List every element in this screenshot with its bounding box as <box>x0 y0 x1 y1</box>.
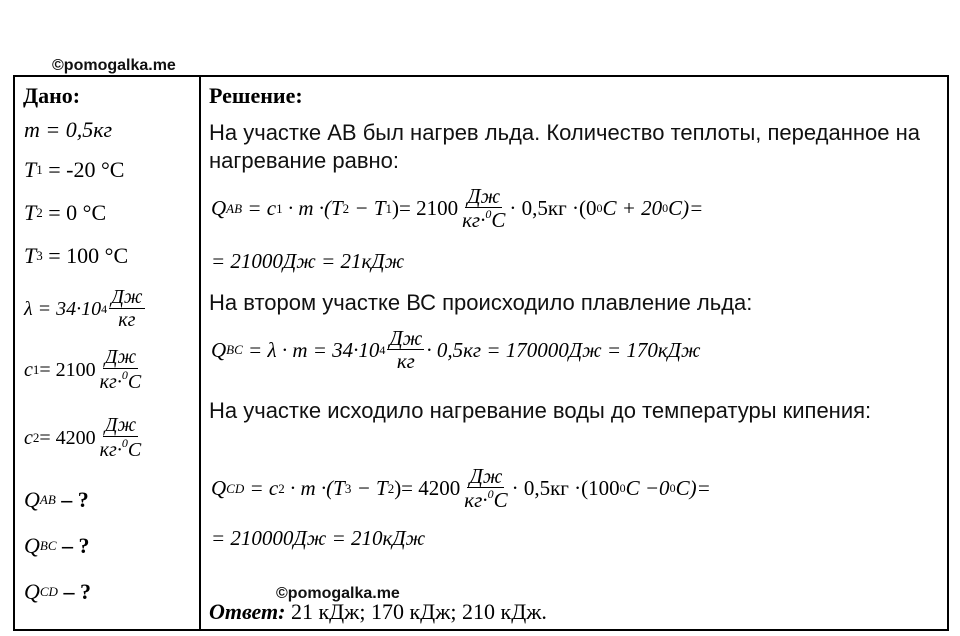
given-mass: m = 0,5кг <box>24 117 113 142</box>
answer-label: Ответ: <box>209 599 286 624</box>
solution-table <box>13 75 949 631</box>
given-t1: T 1 = -20 °C <box>24 157 125 182</box>
formula-q-cd-result: = 210000Дж = 210кДж <box>211 526 426 550</box>
given-lambda: λ = 34·10 4 $\frac{Дж}{кг}$ <box>24 286 143 331</box>
formula-q-ab-result: = 21000Дж = 21кДж <box>211 249 405 273</box>
given-c1: c 1 = 2100 $\frac{Дж}{кг\cdot^0C}$ <box>24 346 142 393</box>
given-column <box>15 77 199 629</box>
watermark-top: ©pomogalka.me <box>52 57 176 74</box>
solution-heading: Решение: <box>209 83 303 108</box>
answer-text: 21 кДж; 170 кДж; 210 кДж. <box>290 599 547 624</box>
formula-q-cd: Q CD = c 2 · m ·(T 3 − T 2 )= 4200 $\frac{Дж}{кг\cdot^0C}$ · 0,5кг ·(100 0 C −0 0 C)= <box>211 464 711 513</box>
solution-paragraph-bc: На втором участке ВС происходило плавление льда: <box>209 290 753 315</box>
given-q-ab: Q AB – ? <box>24 487 89 512</box>
watermark-bottom: ©pomogalka.me <box>276 585 400 602</box>
given-t2: T 2 = 0 °C <box>24 200 107 225</box>
formula-q-bc: Q BC = λ · m = 34·10 4 $\frac{Дж}{кг}$ · 0,5кг = 170000Дж = 170кДж <box>211 326 701 374</box>
given-c2: c 2 = 4200 $\frac{Дж}{кг\cdot^0C}$ <box>24 414 142 461</box>
solution-paragraph-cd: На участке исходило нагревание воды до температуры кипения: <box>209 398 872 423</box>
given-t3: T 3 = 100 °C <box>24 243 129 268</box>
given-heading: Дано: <box>23 83 81 108</box>
given-q-cd: Q CD – ? <box>24 579 91 604</box>
given-q-bc: Q BC – ? <box>24 533 90 558</box>
solution-column <box>201 77 947 629</box>
formula-q-ab: Q AB = c 1 · m ·(T 2 − T 1 )= 2100 $\frac{Дж}{кг\cdot^0C}$ · 0,5кг ·(0 0 C + 20 0 C)= <box>211 184 704 233</box>
solution-paragraph-ab: На участке АВ был нагрев льда. Количество теплоты, переданное на нагревание равно: <box>209 120 920 173</box>
